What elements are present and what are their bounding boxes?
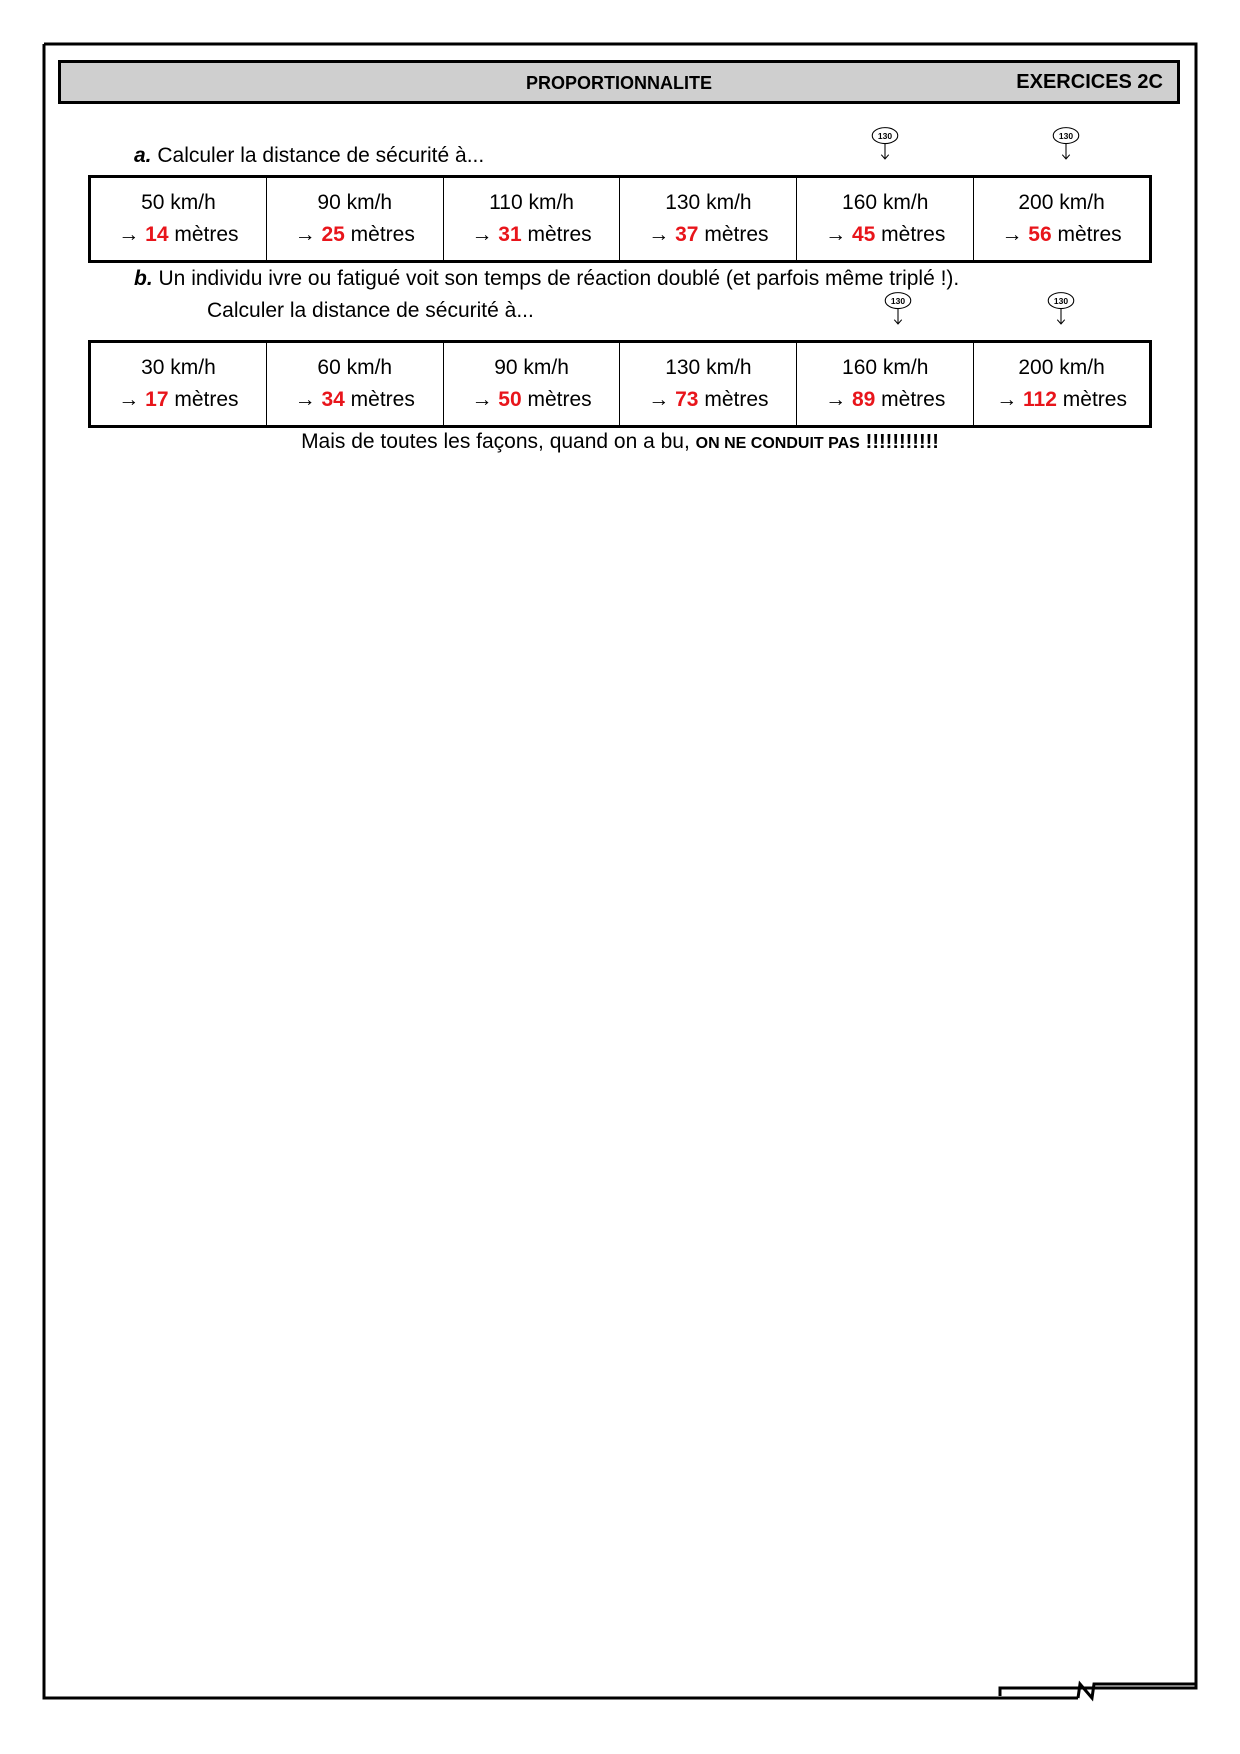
callout-a-2-text: 130 bbox=[1058, 130, 1074, 141]
table-a-cell-4: 130 km/h → 37 mètres bbox=[620, 177, 797, 262]
footer-note-text: Mais de toutes les façons, quand on a bu, bbox=[301, 430, 690, 453]
callout-b-1 bbox=[871, 291, 925, 325]
table-a-cell-5: 160 km/h → 45 mètres bbox=[797, 177, 974, 262]
table-a bbox=[88, 175, 1152, 263]
question-a-label: a. bbox=[134, 144, 152, 167]
question-a-text: Calculer la distance de sécurité à... bbox=[157, 144, 485, 167]
table-a-cell-2: 90 km/h → 25 mètres bbox=[266, 177, 443, 262]
table-row bbox=[90, 177, 1151, 262]
callout-b-1-text: 130 bbox=[890, 295, 906, 306]
table-a-cell-6: 200 km/h → 56 mètres bbox=[974, 177, 1151, 262]
callout-a-1-text: 130 bbox=[877, 130, 893, 141]
table-row bbox=[90, 342, 1151, 427]
table-b-cell-6: 200 km/h → 112 mètres bbox=[974, 342, 1151, 427]
question-b-subtext: Calculer la distance de sécurité à... bbox=[207, 299, 534, 322]
callout-a-1 bbox=[858, 126, 912, 160]
footer-note bbox=[0, 430, 1240, 454]
header-exercise: EXERCICES 2C bbox=[1016, 71, 1163, 93]
callout-b-2 bbox=[1034, 291, 1088, 325]
page-header bbox=[58, 60, 1180, 104]
question-b-text: Un individu ivre ou fatigué voit son temps de réaction doublé (et parfois même triplé !). bbox=[158, 267, 960, 290]
table-b bbox=[88, 340, 1152, 428]
question-b-label: b. bbox=[134, 267, 153, 290]
table-b-cell-1: 30 km/h → 17 mètres bbox=[90, 342, 267, 427]
footer-note-emphasis: ON NE CONDUIT PAS bbox=[695, 435, 860, 452]
callout-b-2-text: 130 bbox=[1053, 295, 1069, 306]
callout-a-2 bbox=[1039, 126, 1093, 160]
table-a-cell-1: 50 km/h → 14 mètres bbox=[90, 177, 267, 262]
question-b bbox=[134, 266, 959, 292]
footer-note-exclamations: !!!!!!!!!!! bbox=[865, 431, 939, 453]
table-a-cell-3: 110 km/h → 31 mètres bbox=[443, 177, 620, 262]
question-a bbox=[134, 143, 484, 169]
table-b-cell-4: 130 km/h → 73 mètres bbox=[620, 342, 797, 427]
table-b-cell-2: 60 km/h → 34 mètres bbox=[266, 342, 443, 427]
header-title: PROPORTIONNALITE bbox=[525, 73, 712, 93]
table-b-cell-3: 90 km/h → 50 mètres bbox=[443, 342, 620, 427]
table-b-cell-5: 160 km/h → 89 mètres bbox=[797, 342, 974, 427]
